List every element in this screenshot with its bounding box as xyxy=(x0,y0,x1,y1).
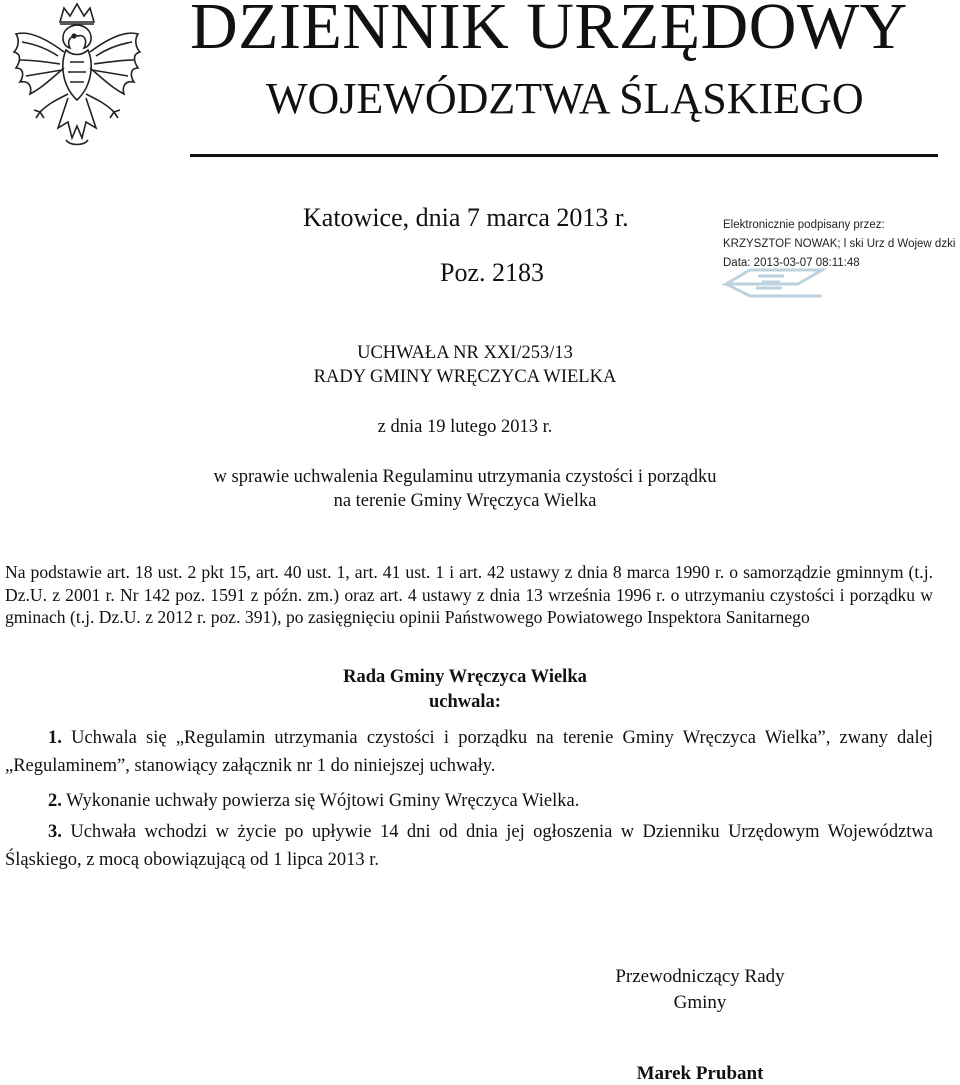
paragraph-3-number: 3. xyxy=(48,822,62,842)
signature-line-1: Elektronicznie podpisany przez: xyxy=(723,219,885,231)
masthead-divider xyxy=(190,154,938,157)
paragraph-2-text: Wykonanie uchwały powierza się Wójtowi Gminy Wręczyca Wielka. xyxy=(66,791,580,811)
gazette-subtitle: WOJEWÓDZTWA ŚLĄSKIEGO xyxy=(266,74,864,123)
resolves-heading: uchwala: xyxy=(429,692,501,712)
paragraph-3-text: Uchwała wchodzi w życie po upływie 14 dni od dnia jej ogłoszenia w Dzienniku Urzędowym Województwa Śląskiego, z mocą obowiązującą od 1 lipca 2013 r. xyxy=(5,822,934,870)
signature-line-2: KRZYSZTOF NOWAK; l ski Urz d Wojew dzki xyxy=(723,238,956,250)
legal-basis: Na podstawie art. 18 ust. 2 pkt 15, art. 40 ust. 1, art. 41 ust. 1 i art. 42 ustawy z dnia 8 marca 1990 r. o samorządzie gminnym (t.j. Dz.U. z 2001 r. Nr 142 poz. 1591 z późn. zm.) oraz art. 4 ustawy z dnia 13 września 1996 r. o utrzymaniu czystości i porządku w gminach (t.j. Dz.U. z 2012 r. poz. 391), po zasięgnięciu opinii Państwowego Powiatowego Inspektora Sanitarnego xyxy=(5,562,933,628)
paragraph-1-number: 1. xyxy=(48,728,62,748)
resolution-number: UCHWAŁA NR XXI/253/13 xyxy=(357,343,573,363)
resolution-subject-line-1: w sprawie uchwalenia Regulaminu utrzymania czystości i porządku xyxy=(213,467,717,487)
signature-line-3: Data: 2013-03-07 08:11:48 xyxy=(723,257,860,269)
paragraph-2-number: 2. xyxy=(48,791,62,811)
resolution-subject-line-2: na terenie Gminy Wręczyca Wielka xyxy=(333,491,597,511)
paragraph-2 xyxy=(5,787,933,815)
digital-signature-logo-icon xyxy=(722,262,826,298)
signatory-name: Marek Prubant xyxy=(636,1063,764,1084)
council-name: Rada Gminy Wręczyca Wielka xyxy=(343,667,587,687)
signatory-title-line-2: Gminy xyxy=(673,992,727,1013)
paragraph-1 xyxy=(5,724,933,780)
paragraph-1-text: Uchwala się „Regulamin utrzymania czystości i porządku na terenie Gminy Wręczyca Wielka”, zwany dalej „Regulaminem”, stanowiący załącznik nr 1 do niniejszej uchwały. xyxy=(5,728,934,776)
polish-eagle-icon xyxy=(8,0,146,158)
publication-place-date: Katowice, dnia 7 marca 2013 r. xyxy=(303,203,629,232)
resolution-body: RADY GMINY WRĘCZYCA WIELKA xyxy=(313,367,617,387)
paragraph-3 xyxy=(5,818,933,874)
gazette-title: DZIENNIK URZĘDOWY xyxy=(190,0,908,63)
signatory-title-line-1: Przewodniczący Rady xyxy=(615,966,785,987)
resolution-date: z dnia 19 lutego 2013 r. xyxy=(377,417,553,437)
publication-position: Poz. 2183 xyxy=(440,258,544,287)
